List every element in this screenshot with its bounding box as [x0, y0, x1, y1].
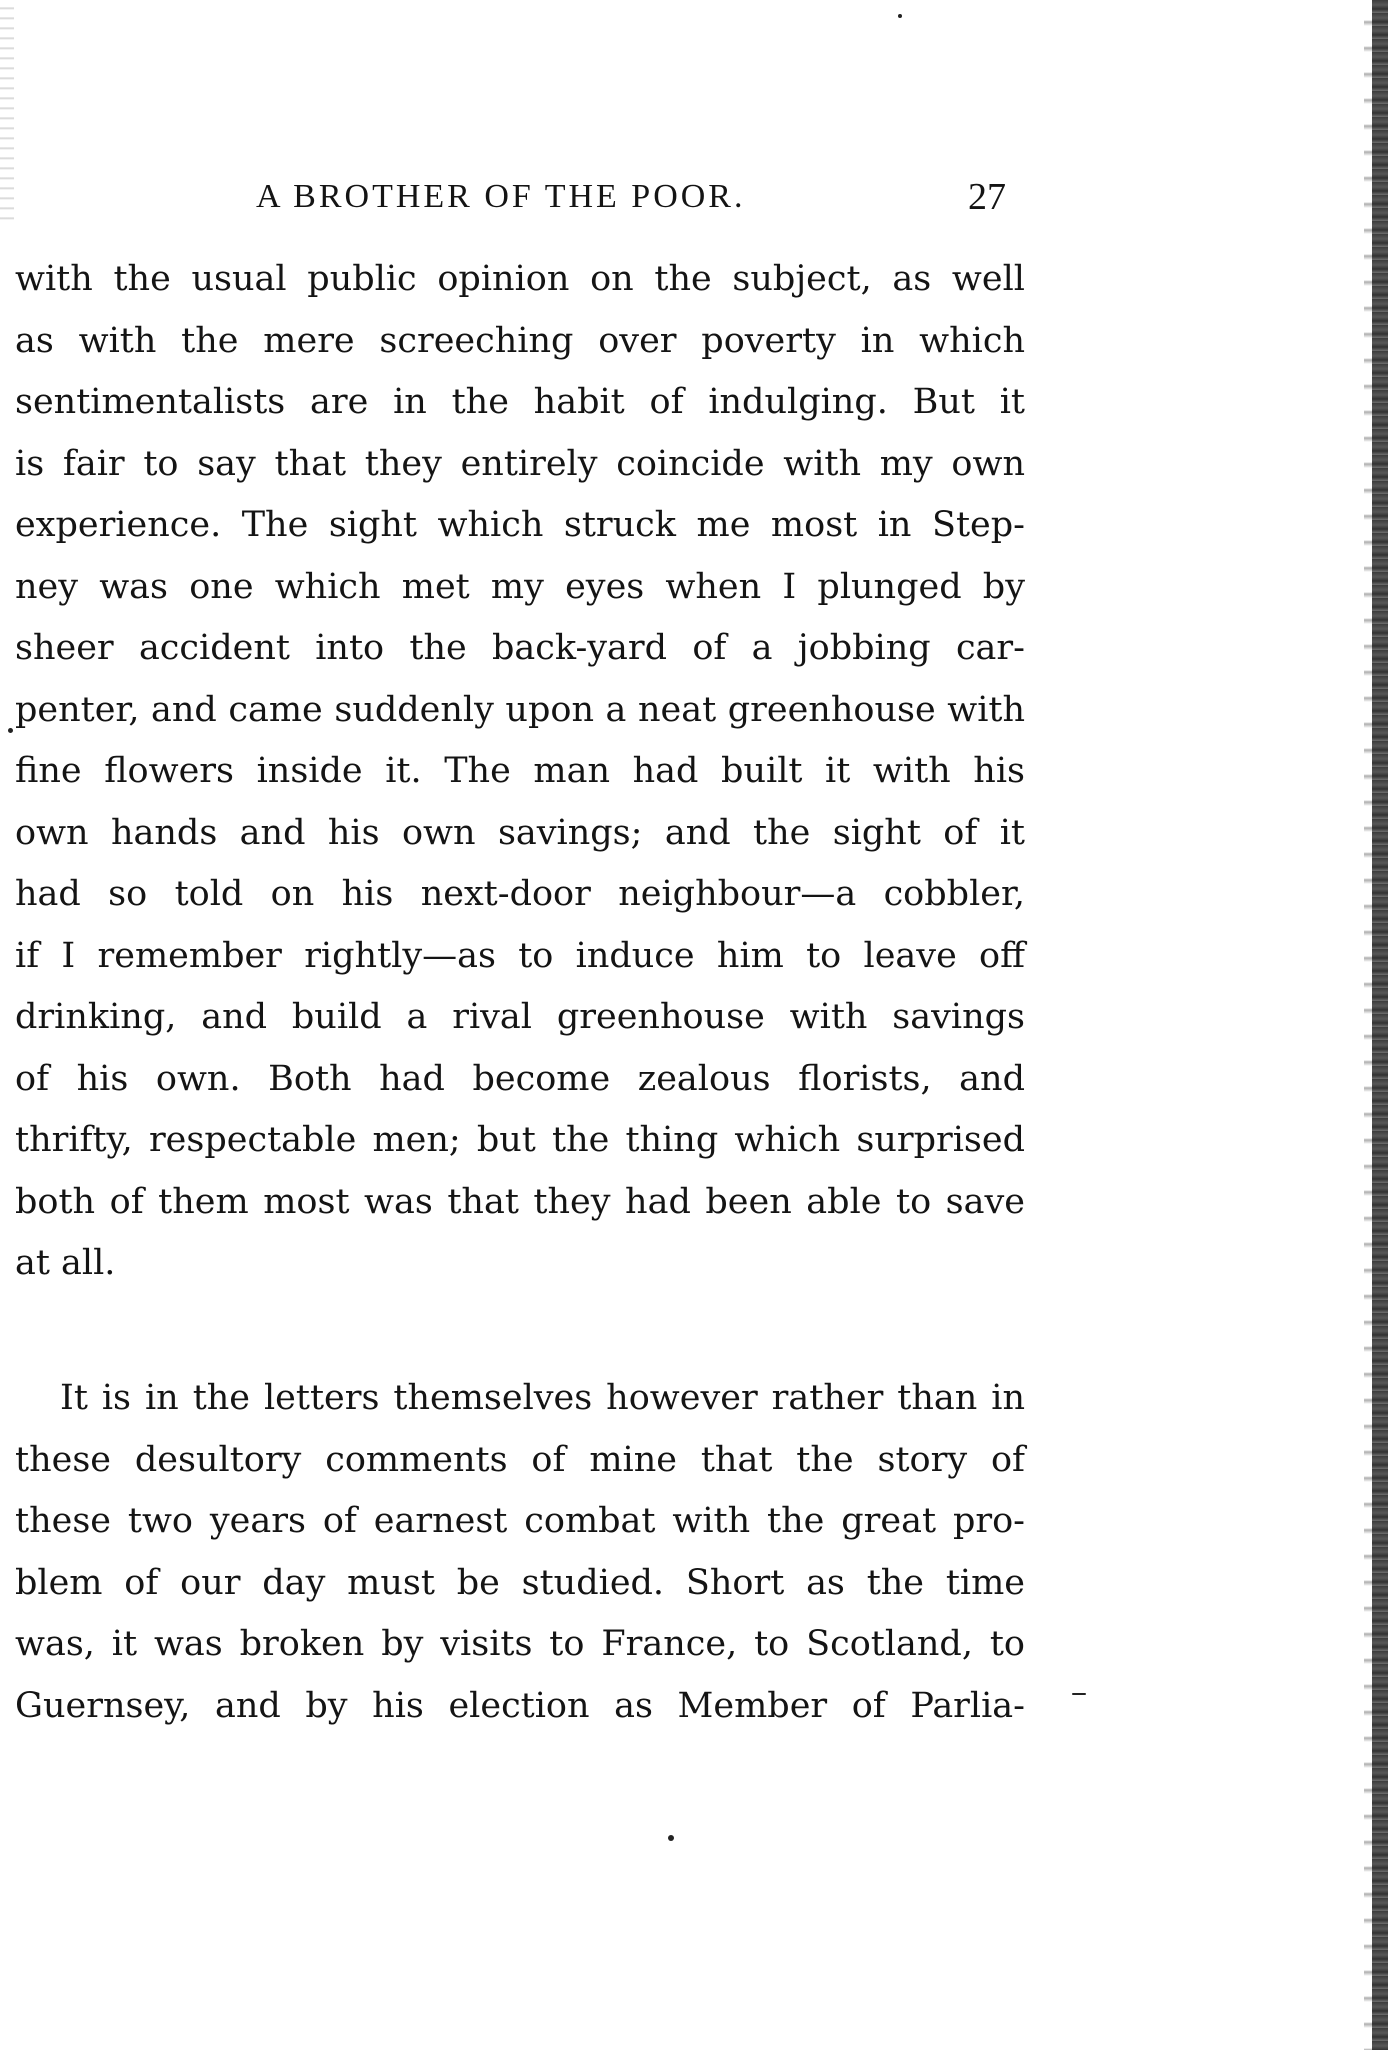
text-line: as with the mere screeching over poverty in which	[15, 320, 1025, 361]
text-line: own hands and his own savings; and the sight of it	[15, 812, 1025, 853]
text-line: at all.	[15, 1243, 116, 1283]
text-line: fine flowers inside it. The man had built it with his	[15, 751, 1025, 791]
text-line: of his own. Both had become zealous florists, and	[15, 1058, 1025, 1099]
scan-edge-shadow	[1364, 0, 1372, 2050]
scan-right-edge	[1372, 0, 1388, 2050]
page-number: 27	[968, 176, 1006, 218]
text-line: Guernsey, and by his election as Member of Parlia-	[15, 1685, 1025, 1726]
text-line: sentimentalists are in the habit of indulging. But it	[15, 382, 1025, 422]
text-line: both of them most was that they had been able to save	[15, 1181, 1025, 1222]
paragraph-1	[15, 249, 1025, 1295]
text-line: if I remember rightly—as to induce him to leave off	[15, 935, 1025, 976]
text-line: is fair to say that they entirely coincide with my own	[15, 443, 1025, 484]
text-line: was, it was broken by visits to France, to Scotland, to	[15, 1624, 1025, 1664]
text-line: It is in the letters themselves however rather than in	[60, 1378, 1025, 1418]
text-line: drinking, and build a rival greenhouse with savings	[15, 997, 1025, 1037]
page-header	[0, 172, 1388, 222]
text-line: with the usual public opinion on the subject, as well	[15, 259, 1025, 299]
text-line: penter, and came suddenly upon a neat greenhouse with	[15, 689, 1025, 730]
scan-speck	[668, 1835, 674, 1841]
text-line: these desultory comments of mine that the story of	[15, 1439, 1025, 1480]
scan-speck	[898, 14, 902, 18]
text-line: these two years of earnest combat with the great pro-	[15, 1501, 1025, 1541]
scan-speck	[8, 728, 13, 733]
paragraph-2	[15, 1368, 1025, 1737]
scan-speck	[1072, 1693, 1086, 1695]
text-line: experience. The sight which struck me most in Step-	[15, 505, 1025, 545]
text-line: blem of our day must be studied. Short as the time	[15, 1562, 1025, 1603]
text-line: thrifty, respectable men; but the thing which surprised	[15, 1120, 1025, 1160]
text-line: had so told on his next-door neighbour—a cobbler,	[15, 874, 1025, 914]
text-line: ney was one which met my eyes when I plunged by	[15, 566, 1025, 607]
running-title: A BROTHER OF THE POOR.	[256, 178, 746, 215]
text-line: sheer accident into the back-yard of a jobbing car-	[15, 628, 1025, 668]
